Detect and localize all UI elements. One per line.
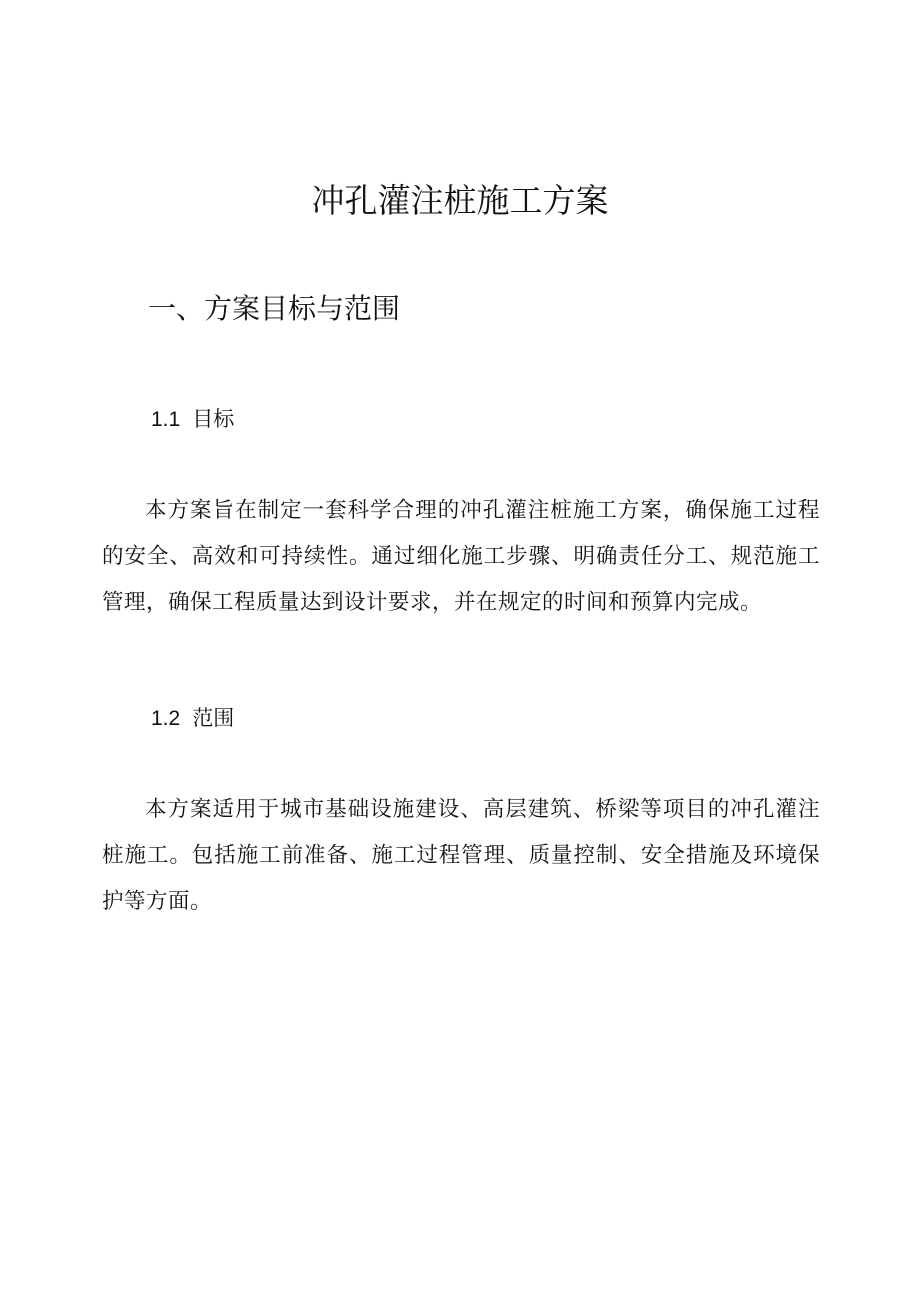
section-heading: 一、方案目标与范围 xyxy=(148,292,401,325)
subsection-number: 1.2 xyxy=(151,707,181,730)
goal-paragraph: 本方案旨在制定一套科学合理的冲孔灌注桩施工方案，确保施工过程的安全、高效和可持续性。通过细化施工步骤、明确责任分工、规范施工管理，确保工程质量达到设计要求，并在规定的时间和预算内完成。 xyxy=(102,498,820,615)
document-title: 冲孔灌注桩施工方案 xyxy=(311,181,609,220)
subsection-heading-scope xyxy=(151,703,234,734)
scope-paragraph: 本方案适用于城市基础设施建设、高层建筑、桥梁等项目的冲孔灌注桩施工。包括施工前准备、施工过程管理、质量控制、安全措施及环境保护等方面。 xyxy=(102,797,820,914)
subsection-heading-goal xyxy=(151,404,234,435)
subsection-number: 1.1 xyxy=(151,408,181,431)
subsection-title: 目标 xyxy=(192,407,235,431)
subsection-title: 范围 xyxy=(192,706,235,730)
